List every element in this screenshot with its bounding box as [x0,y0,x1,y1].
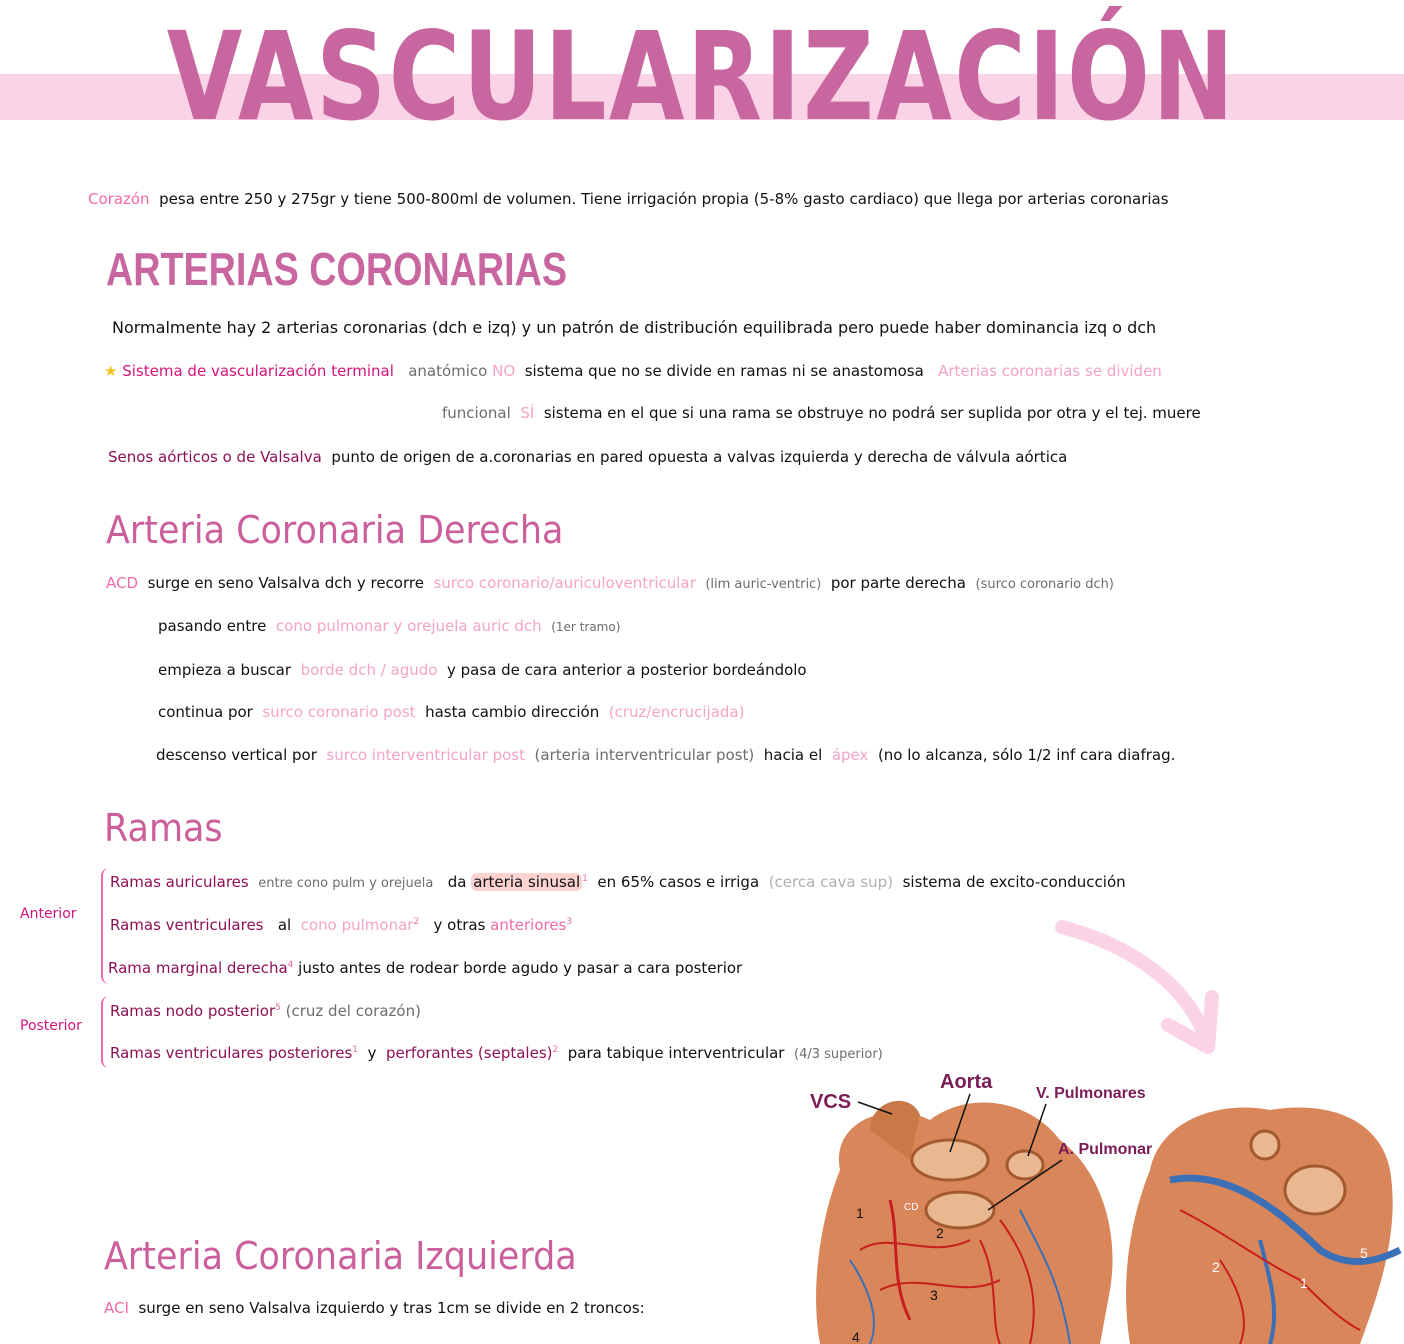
acd-l5-text: descenso vertical por [156,746,317,764]
aci-term: ACI [104,1299,129,1317]
acd-l5-hacia: hacia el [763,746,823,764]
r5-term: Ramas ventriculares posteriores [110,1044,353,1062]
r2-al: al [277,916,292,934]
rama-auriculares [110,873,1126,891]
heading-arterias-coronarias: ARTERIAS CORONARIAS [106,243,568,295]
acd-l4-text: continua por [158,703,253,721]
acd-l5-apex: ápex [831,746,869,764]
rama-ventriculares [110,916,572,934]
heading-ramas: Ramas [104,806,223,850]
acd-term: ACD [106,574,139,592]
aci-text: surge en seno Valsalva izquierdo y tras 1cm se divide en 2 troncos: [138,1299,645,1317]
r1-term: Ramas auriculares [110,873,249,891]
r3-sup: 4 [287,960,294,970]
coronarias-line1: Normalmente hay 2 arterias coronarias (dch e izq) y un patrón de distribución equilibrada pero puede haber dominancia izq o dch [112,318,1157,337]
acd-l1-parte: por parte derecha [830,574,966,592]
funcional-label: funcional [442,404,511,422]
intro-term: Corazón [88,190,150,208]
r5-sup2: 2 [552,1045,559,1055]
label-vcs: VCS [810,1091,852,1113]
funcional-row [442,404,1201,422]
acd-l3-rest: y pasa de cara anterior a posterior bordeándolo [447,661,807,679]
pointer-arrow-icon [1050,915,1230,1065]
page-title: VASCULARIZACIÓN [166,6,1237,148]
acd-l1-surco: surco coronario/auriculoventricular [433,574,696,592]
senos-text: punto de origen de a.coronarias en pared opuesta a valvas izquierda y derecha de válvula aórtica [331,448,1068,466]
r1-casos: en 65% casos e irriga [597,873,760,891]
senos-term: Senos aórticos o de Valsalva [108,448,322,466]
r5-superior: (4/3 superior) [794,1047,883,1062]
senos-row [108,448,1067,466]
posterior-marker-5: 5 [1360,1245,1368,1261]
acd-l3-text: empieza a buscar [158,661,292,679]
anatomico-note: Arterias coronarias se dividen [938,362,1162,380]
rama-nodo-posterior [110,1002,421,1020]
r4-sup: 5 [275,1003,281,1013]
intro-text: pesa entre 250 y 275gr y tiene 500-800ml de volumen. Tiene irrigación propia (5-8% gasto cardiaco) que llega por arterias coronarias [159,190,1169,208]
r5-y: y [367,1044,377,1062]
r2-sup2: 3 [566,917,573,927]
posterior-marker-1: 1 [1300,1275,1308,1291]
r1-da: da [447,873,467,891]
acd-l2-tramo: (1er tramo) [551,620,621,634]
r4-term: Ramas nodo posterior [110,1002,276,1020]
r1-sinusal: arteria sinusal [473,873,581,891]
intro-paragraph [88,190,1169,208]
funcional-text: sistema en el que si una rama se obstruye no podrá ser suplida por otra y el tej. muere [543,404,1201,422]
heart-anterior-view [816,1101,1112,1344]
r1-between: entre cono pulm y orejuela [258,876,434,891]
r3-term: Rama marginal derecha [108,959,288,977]
acd-l4-hasta: hasta cambio dirección [425,703,600,721]
acd-l1-lim: (lim auric-ventric) [705,577,822,592]
heart-posterior-view [1126,1108,1400,1344]
r3-text: justo antes de rodear borde agudo y pasar a cara posterior [298,959,743,977]
acd-line2 [158,617,620,635]
anatomico-flag: NO [492,362,516,380]
label-cd: CD [904,1202,919,1213]
star-icon: ★ [104,362,118,380]
rama-marginal [108,959,742,977]
r2-term: Ramas ventriculares [110,916,264,934]
r5-sup: 1 [352,1045,359,1055]
r5-para: para tabique interventricular [567,1044,785,1062]
acd-l1-surco-dch: (surco coronario dch) [975,577,1114,592]
acd-line1 [106,574,1114,592]
acd-l2-cono: cono pulmonar y orejuela auric dch [275,617,542,635]
heading-arteria-coronaria-derecha: Arteria Coronaria Derecha [106,508,564,552]
r2-otras: y otras [433,916,486,934]
r2-sup: 2 [413,917,420,927]
acd-l3-borde: borde dch / agudo [300,661,438,679]
r1-sistema: sistema de excito-conducción [902,873,1126,891]
label-a-pulmonar: A. Pulmonar [1058,1141,1153,1158]
funcional-flag: SÍ [520,404,535,422]
acd-l4-surco: surco coronario post [262,703,416,721]
r4-cruz: (cruz del corazón) [285,1002,421,1020]
marker-3: 3 [930,1287,938,1303]
r2-anteriores: anteriores [490,916,567,934]
label-v-pulmonares: V. Pulmonares [1036,1085,1146,1102]
acd-l1-text: surge en seno Valsalva dch y recorre [147,574,424,592]
posterior-marker-2: 2 [1212,1259,1220,1275]
terminal-row [104,362,1162,380]
acd-l2-text: pasando entre [158,617,267,635]
anterior-label: Anterior [20,906,77,922]
heart-illustration [800,1060,1404,1344]
anatomico-label: anatómico [408,362,488,380]
aci-line [104,1299,645,1317]
posterior-label: Posterior [20,1018,82,1034]
r2-cono: cono pulmonar [300,916,414,934]
marker-4: 4 [852,1329,860,1344]
acd-l5-arteria: (arteria interventricular post) [534,746,755,764]
marker-1: 1 [856,1205,864,1221]
marker-2: 2 [936,1225,944,1241]
rama-ventriculares-posteriores [110,1044,883,1062]
anatomico-text: sistema que no se divide en ramas ni se anastomosa [524,362,924,380]
heading-arteria-coronaria-izquierda: Arteria Coronaria Izquierda [104,1234,577,1278]
acd-line5 [156,746,1175,764]
r5-perforantes: perforantes (septales) [386,1044,553,1062]
acd-line4 [158,703,744,721]
acd-l5-surco: surco interventricular post [326,746,525,764]
terminal-term: Sistema de vascularización terminal [122,362,394,380]
r1-cava: (cerca cava sup) [768,873,894,891]
acd-l4-cruz: (cruz/encrucijada) [608,703,745,721]
acd-l5-nota: (no lo alcanza, sólo 1/2 inf cara diafrag. [877,746,1176,764]
posterior-brace [101,996,109,1068]
acd-line3 [158,661,807,679]
label-aorta: Aorta [940,1071,993,1093]
r1-sup: 1 [582,874,588,884]
